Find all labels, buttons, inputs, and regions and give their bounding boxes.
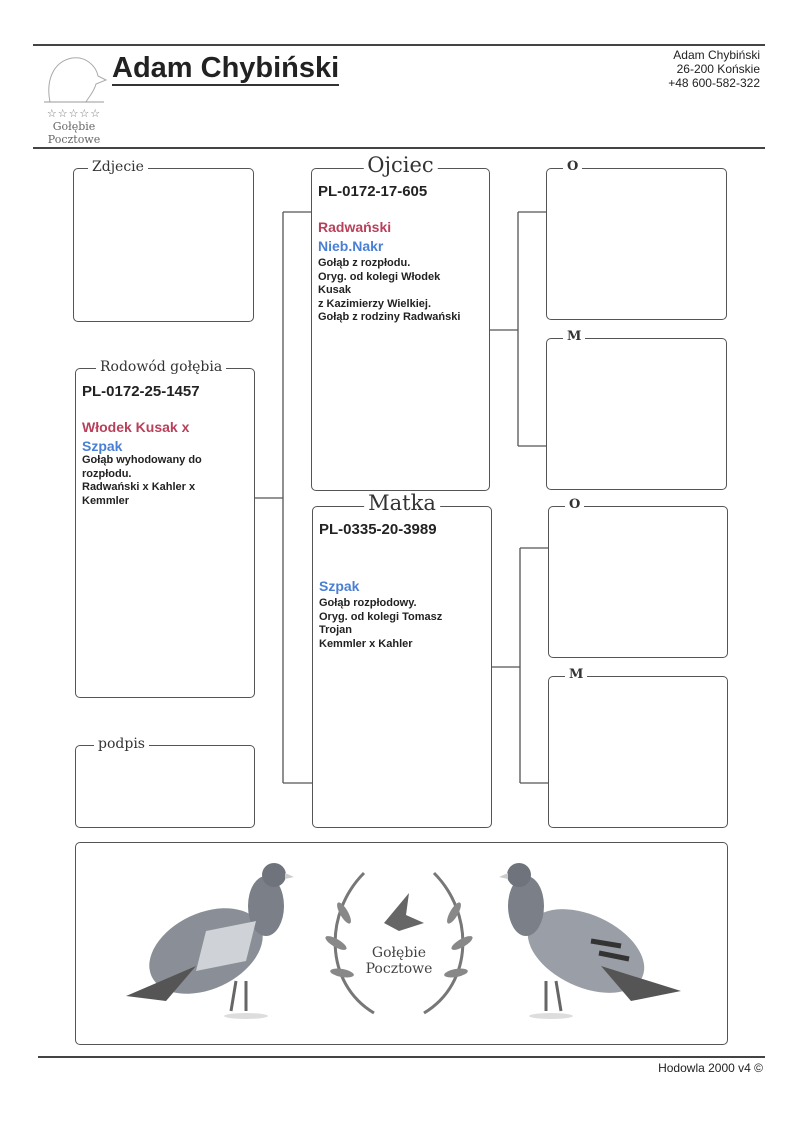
- pigeon-color: Szpak: [82, 438, 123, 454]
- contact-phone: +48 600-582-322: [668, 76, 760, 90]
- grandmother-maternal-box: [548, 667, 728, 828]
- mother-ring: PL-0335-20-3989: [319, 521, 437, 538]
- signature-box[interactable]: [75, 736, 255, 828]
- father-desc-line: Kusak: [318, 284, 352, 296]
- banner-logo-text-1: Gołębie: [371, 945, 427, 961]
- pigeon-desc-line: Gołąb wyhodowany do: [82, 454, 202, 466]
- grandparent-label: M: [563, 329, 585, 344]
- mother-desc-line: Oryg. od kolegi Tomasz: [319, 610, 443, 623]
- signature-label: podpis: [94, 736, 149, 752]
- logo-text-1: Gołębie: [52, 120, 96, 133]
- pigeon-desc-line: Kemmler: [82, 494, 130, 507]
- mother-name: [319, 557, 485, 575]
- pigeon-box: [75, 359, 255, 698]
- father-desc-line: Oryg. od kolegi Włodek: [318, 270, 441, 283]
- footer-text: Hodowla 2000 v4 ©: [658, 1061, 763, 1075]
- pigeon-name: Włodek Kusak x: [82, 419, 190, 435]
- pigeon-ring: PL-0172-25-1457: [82, 383, 200, 400]
- logo-stars: ☆☆☆☆☆: [46, 108, 102, 120]
- mother-desc-line: Gołąb rozpłodowy.: [319, 597, 417, 609]
- contact-name: Adam Chybiński: [673, 48, 760, 62]
- mother-desc-line: Kemmler x Kahler: [319, 637, 413, 650]
- grandfather-maternal-box: [548, 497, 728, 658]
- mother-label: Matka: [364, 491, 440, 515]
- grandparent-label: O: [565, 497, 584, 512]
- pigeon-left-image-icon: [96, 851, 296, 1036]
- photo-label: Zdjecie: [88, 159, 148, 175]
- father-desc-line: Gołąb z rodziny Radwański: [318, 311, 461, 323]
- father-desc-line: Gołąb z rozpłodu.: [318, 257, 411, 269]
- grandparent-label: M: [565, 667, 587, 682]
- pigeon-desc-line: rozpłodu.: [82, 467, 132, 480]
- grandmother-paternal-box: [546, 329, 727, 490]
- grandparent-label: O: [563, 159, 582, 174]
- father-color: Nieb.Nakr: [318, 238, 384, 254]
- mother-box: [312, 491, 492, 828]
- mother-color: Szpak: [319, 578, 360, 594]
- banner-logo: [314, 853, 484, 1033]
- footer-rule: [38, 1056, 765, 1058]
- banner-box: [75, 842, 728, 1045]
- laurel-wreath-icon: [314, 853, 484, 1033]
- pigeon-desc-line: Radwański x Kahler x: [82, 481, 196, 493]
- father-ring: PL-0172-17-605: [318, 183, 428, 200]
- logo-text-2: Pocztowe: [47, 133, 101, 146]
- father-desc-line: z Kazimierzy Wielkiej.: [318, 297, 432, 310]
- grandfather-paternal-box: [546, 159, 727, 320]
- banner-logo-text-2: Pocztowe: [365, 961, 433, 977]
- father-name: Radwański: [318, 219, 392, 235]
- father-box: [311, 153, 490, 491]
- photo-box[interactable]: [73, 159, 254, 322]
- contact-address: 26-200 Końskie: [676, 62, 760, 76]
- pigeon-right-image-icon: [491, 851, 701, 1036]
- breeder-title: Adam Chybiński: [112, 52, 340, 84]
- pigeon-label: Rodowód gołębia: [96, 359, 226, 375]
- father-label: Ojciec: [363, 153, 437, 177]
- mother-desc-line: Trojan: [319, 624, 353, 636]
